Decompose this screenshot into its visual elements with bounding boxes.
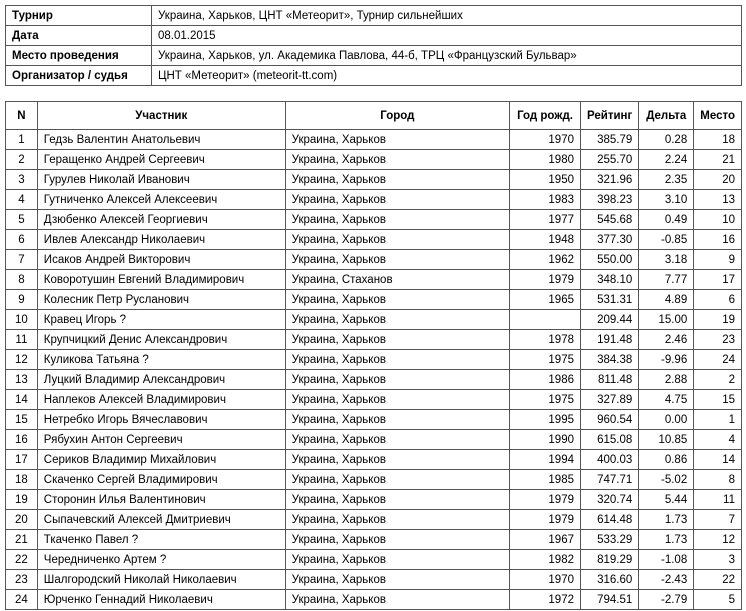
cell-delta: -1.08 [639,550,694,570]
cell-place: 18 [694,130,742,150]
col-header-number: N [6,102,38,130]
info-body [6,6,742,86]
cell-city: Украина, Харьков [285,310,509,330]
cell-place: 11 [694,490,742,510]
cell-rating: 400.03 [581,450,639,470]
cell-delta: 1.73 [639,510,694,530]
cell-delta: 3.10 [639,190,694,210]
cell-delta: 10.85 [639,430,694,450]
cell-number: 24 [6,590,38,610]
table-row [6,590,742,610]
cell-place: 12 [694,530,742,550]
cell-delta: 7.77 [639,270,694,290]
cell-number: 21 [6,530,38,550]
cell-city: Украина, Харьков [285,350,509,370]
table-row [6,450,742,470]
cell-city: Украина, Харьков [285,210,509,230]
cell-birth-year: 1995 [510,410,581,430]
cell-city: Украина, Стаханов [285,270,509,290]
table-row [6,330,742,350]
cell-place: 17 [694,270,742,290]
cell-birth-year: 1965 [510,290,581,310]
cell-rating: 348.10 [581,270,639,290]
cell-delta: 4.89 [639,290,694,310]
cell-delta: 2.35 [639,170,694,190]
col-header-rating: Рейтинг [581,102,639,130]
cell-delta: 5.44 [639,490,694,510]
cell-city: Украина, Харьков [285,570,509,590]
cell-birth-year: 1990 [510,430,581,450]
cell-number: 20 [6,510,38,530]
cell-participant: Шалгородский Николай Николаевич [37,570,285,590]
cell-birth-year: 1948 [510,230,581,250]
col-header-place: Место [694,102,742,130]
cell-city: Украина, Харьков [285,390,509,410]
col-header-participant: Участник [37,102,285,130]
cell-number: 8 [6,270,38,290]
cell-city: Украина, Харьков [285,510,509,530]
info-label: Место проведения [6,46,152,66]
cell-delta: 2.88 [639,370,694,390]
cell-delta: 2.46 [639,330,694,350]
cell-place: 5 [694,590,742,610]
cell-city: Украина, Харьков [285,190,509,210]
cell-city: Украина, Харьков [285,370,509,390]
cell-participant: Луцкий Владимир Александрович [37,370,285,390]
cell-rating: 747.71 [581,470,639,490]
info-value: ЦНТ «Метеорит» (meteorit-tt.com) [152,66,742,86]
table-row [6,230,742,250]
cell-city: Украина, Харьков [285,330,509,350]
cell-rating: 794.51 [581,590,639,610]
cell-participant: Чередниченко Артем ? [37,550,285,570]
cell-number: 5 [6,210,38,230]
cell-participant: Рябухин Антон Сергеевич [37,430,285,450]
cell-rating: 385.79 [581,130,639,150]
col-header-delta: Дельта [639,102,694,130]
table-row [6,550,742,570]
cell-rating: 550.00 [581,250,639,270]
cell-participant: Юрченко Геннадий Николаевич [37,590,285,610]
cell-delta: -2.79 [639,590,694,610]
cell-birth-year: 1975 [510,390,581,410]
cell-birth-year: 1962 [510,250,581,270]
cell-delta: 15.00 [639,310,694,330]
cell-participant: Исаков Андрей Викторович [37,250,285,270]
cell-place: 21 [694,150,742,170]
cell-city: Украина, Харьков [285,410,509,430]
cell-birth-year: 1978 [510,330,581,350]
cell-delta: 0.00 [639,410,694,430]
cell-place: 24 [694,350,742,370]
cell-place: 1 [694,410,742,430]
cell-participant: Сыпачевский Алексей Дмитриевич [37,510,285,530]
table-row [6,250,742,270]
cell-city: Украина, Харьков [285,490,509,510]
cell-birth-year: 1986 [510,370,581,390]
cell-number: 7 [6,250,38,270]
cell-participant: Сериков Владимир Михайлович [37,450,285,470]
cell-participant: Сторонин Илья Валентинович [37,490,285,510]
cell-birth-year: 1970 [510,570,581,590]
cell-rating: 531.31 [581,290,639,310]
cell-place: 9 [694,250,742,270]
cell-rating: 545.68 [581,210,639,230]
cell-number: 11 [6,330,38,350]
cell-place: 19 [694,310,742,330]
cell-city: Украина, Харьков [285,130,509,150]
header-row [6,102,742,130]
cell-rating: 615.08 [581,430,639,450]
cell-number: 13 [6,370,38,390]
table-row [6,170,742,190]
table-row [6,510,742,530]
table-row [6,390,742,410]
cell-place: 14 [694,450,742,470]
cell-number: 16 [6,430,38,450]
cell-rating: 819.29 [581,550,639,570]
info-row [6,26,742,46]
cell-birth-year: 1972 [510,590,581,610]
tournament-info-table [5,5,742,86]
cell-number: 4 [6,190,38,210]
cell-city: Украина, Харьков [285,170,509,190]
cell-city: Украина, Харьков [285,150,509,170]
cell-place: 7 [694,510,742,530]
cell-number: 3 [6,170,38,190]
cell-city: Украина, Харьков [285,470,509,490]
cell-delta: -9.96 [639,350,694,370]
cell-birth-year [510,310,581,330]
info-value: Украина, Харьков, ул. Академика Павлова, 44-б, ТРЦ «Французский Бульвар» [152,46,742,66]
cell-birth-year: 1967 [510,530,581,550]
cell-participant: Гутниченко Алексей Алексеевич [37,190,285,210]
cell-number: 1 [6,130,38,150]
cell-delta: -5.02 [639,470,694,490]
cell-birth-year: 1982 [510,550,581,570]
cell-birth-year: 1950 [510,170,581,190]
cell-rating: 377.30 [581,230,639,250]
cell-place: 23 [694,330,742,350]
cell-number: 15 [6,410,38,430]
cell-rating: 398.23 [581,190,639,210]
cell-participant: Гурулев Николай Иванович [37,170,285,190]
cell-participant: Ивлев Александр Николаевич [37,230,285,250]
col-header-city: Город [285,102,509,130]
cell-delta: -2.43 [639,570,694,590]
cell-participant: Наплеков Алексей Владимирович [37,390,285,410]
cell-birth-year: 1985 [510,470,581,490]
cell-delta: 1.73 [639,530,694,550]
info-label: Дата [6,26,152,46]
cell-birth-year: 1979 [510,510,581,530]
cell-number: 6 [6,230,38,250]
cell-birth-year: 1975 [510,350,581,370]
cell-participant: Ткаченко Павел ? [37,530,285,550]
cell-delta: 0.86 [639,450,694,470]
cell-delta: 2.24 [639,150,694,170]
table-row [6,490,742,510]
table-row [6,210,742,230]
table-row [6,190,742,210]
results-body [6,130,742,610]
cell-rating: 255.70 [581,150,639,170]
cell-number: 19 [6,490,38,510]
table-row [6,430,742,450]
info-label: Турнир [6,6,152,26]
cell-city: Украина, Харьков [285,290,509,310]
cell-place: 16 [694,230,742,250]
cell-rating: 320.74 [581,490,639,510]
cell-birth-year: 1977 [510,210,581,230]
cell-rating: 191.48 [581,330,639,350]
cell-birth-year: 1994 [510,450,581,470]
cell-place: 2 [694,370,742,390]
cell-rating: 960.54 [581,410,639,430]
cell-rating: 327.89 [581,390,639,410]
cell-participant: Куликова Татьяна ? [37,350,285,370]
cell-participant: Крупчицкий Денис Александрович [37,330,285,350]
cell-place: 15 [694,390,742,410]
cell-participant: Геращенко Андрей Сергеевич [37,150,285,170]
cell-place: 20 [694,170,742,190]
table-row [6,470,742,490]
table-row [6,350,742,370]
cell-city: Украина, Харьков [285,530,509,550]
cell-number: 23 [6,570,38,590]
cell-delta: 0.28 [639,130,694,150]
cell-place: 22 [694,570,742,590]
cell-delta: 4.75 [639,390,694,410]
cell-birth-year: 1980 [510,150,581,170]
cell-rating: 384.38 [581,350,639,370]
info-label: Организатор / судья [6,66,152,86]
cell-place: 10 [694,210,742,230]
cell-participant: Дзюбенко Алексей Георгиевич [37,210,285,230]
table-row [6,270,742,290]
cell-number: 22 [6,550,38,570]
cell-city: Украина, Харьков [285,430,509,450]
cell-birth-year: 1970 [510,130,581,150]
cell-number: 10 [6,310,38,330]
results-table [5,101,742,610]
cell-participant: Коворотушин Евгений Владимирович [37,270,285,290]
cell-participant: Скаченко Сергей Владимирович [37,470,285,490]
cell-delta: 0.49 [639,210,694,230]
cell-delta: 3.18 [639,250,694,270]
info-row [6,66,742,86]
cell-rating: 811.48 [581,370,639,390]
cell-place: 13 [694,190,742,210]
cell-place: 4 [694,430,742,450]
cell-participant: Нетребко Игорь Вячеславович [37,410,285,430]
table-row [6,570,742,590]
cell-city: Украина, Харьков [285,450,509,470]
cell-place: 8 [694,470,742,490]
table-row [6,130,742,150]
info-row [6,46,742,66]
info-value: 08.01.2015 [152,26,742,46]
col-header-birth-year: Год рожд. [510,102,581,130]
table-row [6,290,742,310]
cell-birth-year: 1979 [510,270,581,290]
cell-rating: 209.44 [581,310,639,330]
results-header [6,102,742,130]
cell-place: 6 [694,290,742,310]
cell-participant: Колесник Петр Русланович [37,290,285,310]
cell-number: 18 [6,470,38,490]
cell-number: 17 [6,450,38,470]
cell-place: 3 [694,550,742,570]
cell-number: 12 [6,350,38,370]
cell-birth-year: 1983 [510,190,581,210]
table-row [6,150,742,170]
info-value: Украина, Харьков, ЦНТ «Метеорит», Турнир сильнейших [152,6,742,26]
info-row [6,6,742,26]
table-row [6,310,742,330]
cell-city: Украина, Харьков [285,590,509,610]
cell-rating: 614.48 [581,510,639,530]
cell-city: Украина, Харьков [285,550,509,570]
table-row [6,370,742,390]
cell-rating: 533.29 [581,530,639,550]
cell-rating: 316.60 [581,570,639,590]
cell-number: 14 [6,390,38,410]
cell-participant: Кравец Игорь ? [37,310,285,330]
cell-city: Украина, Харьков [285,230,509,250]
table-row [6,530,742,550]
table-row [6,410,742,430]
cell-birth-year: 1979 [510,490,581,510]
cell-delta: -0.85 [639,230,694,250]
cell-participant: Гедзь Валентин Анатольевич [37,130,285,150]
cell-number: 9 [6,290,38,310]
cell-city: Украина, Харьков [285,250,509,270]
cell-number: 2 [6,150,38,170]
cell-rating: 321.96 [581,170,639,190]
